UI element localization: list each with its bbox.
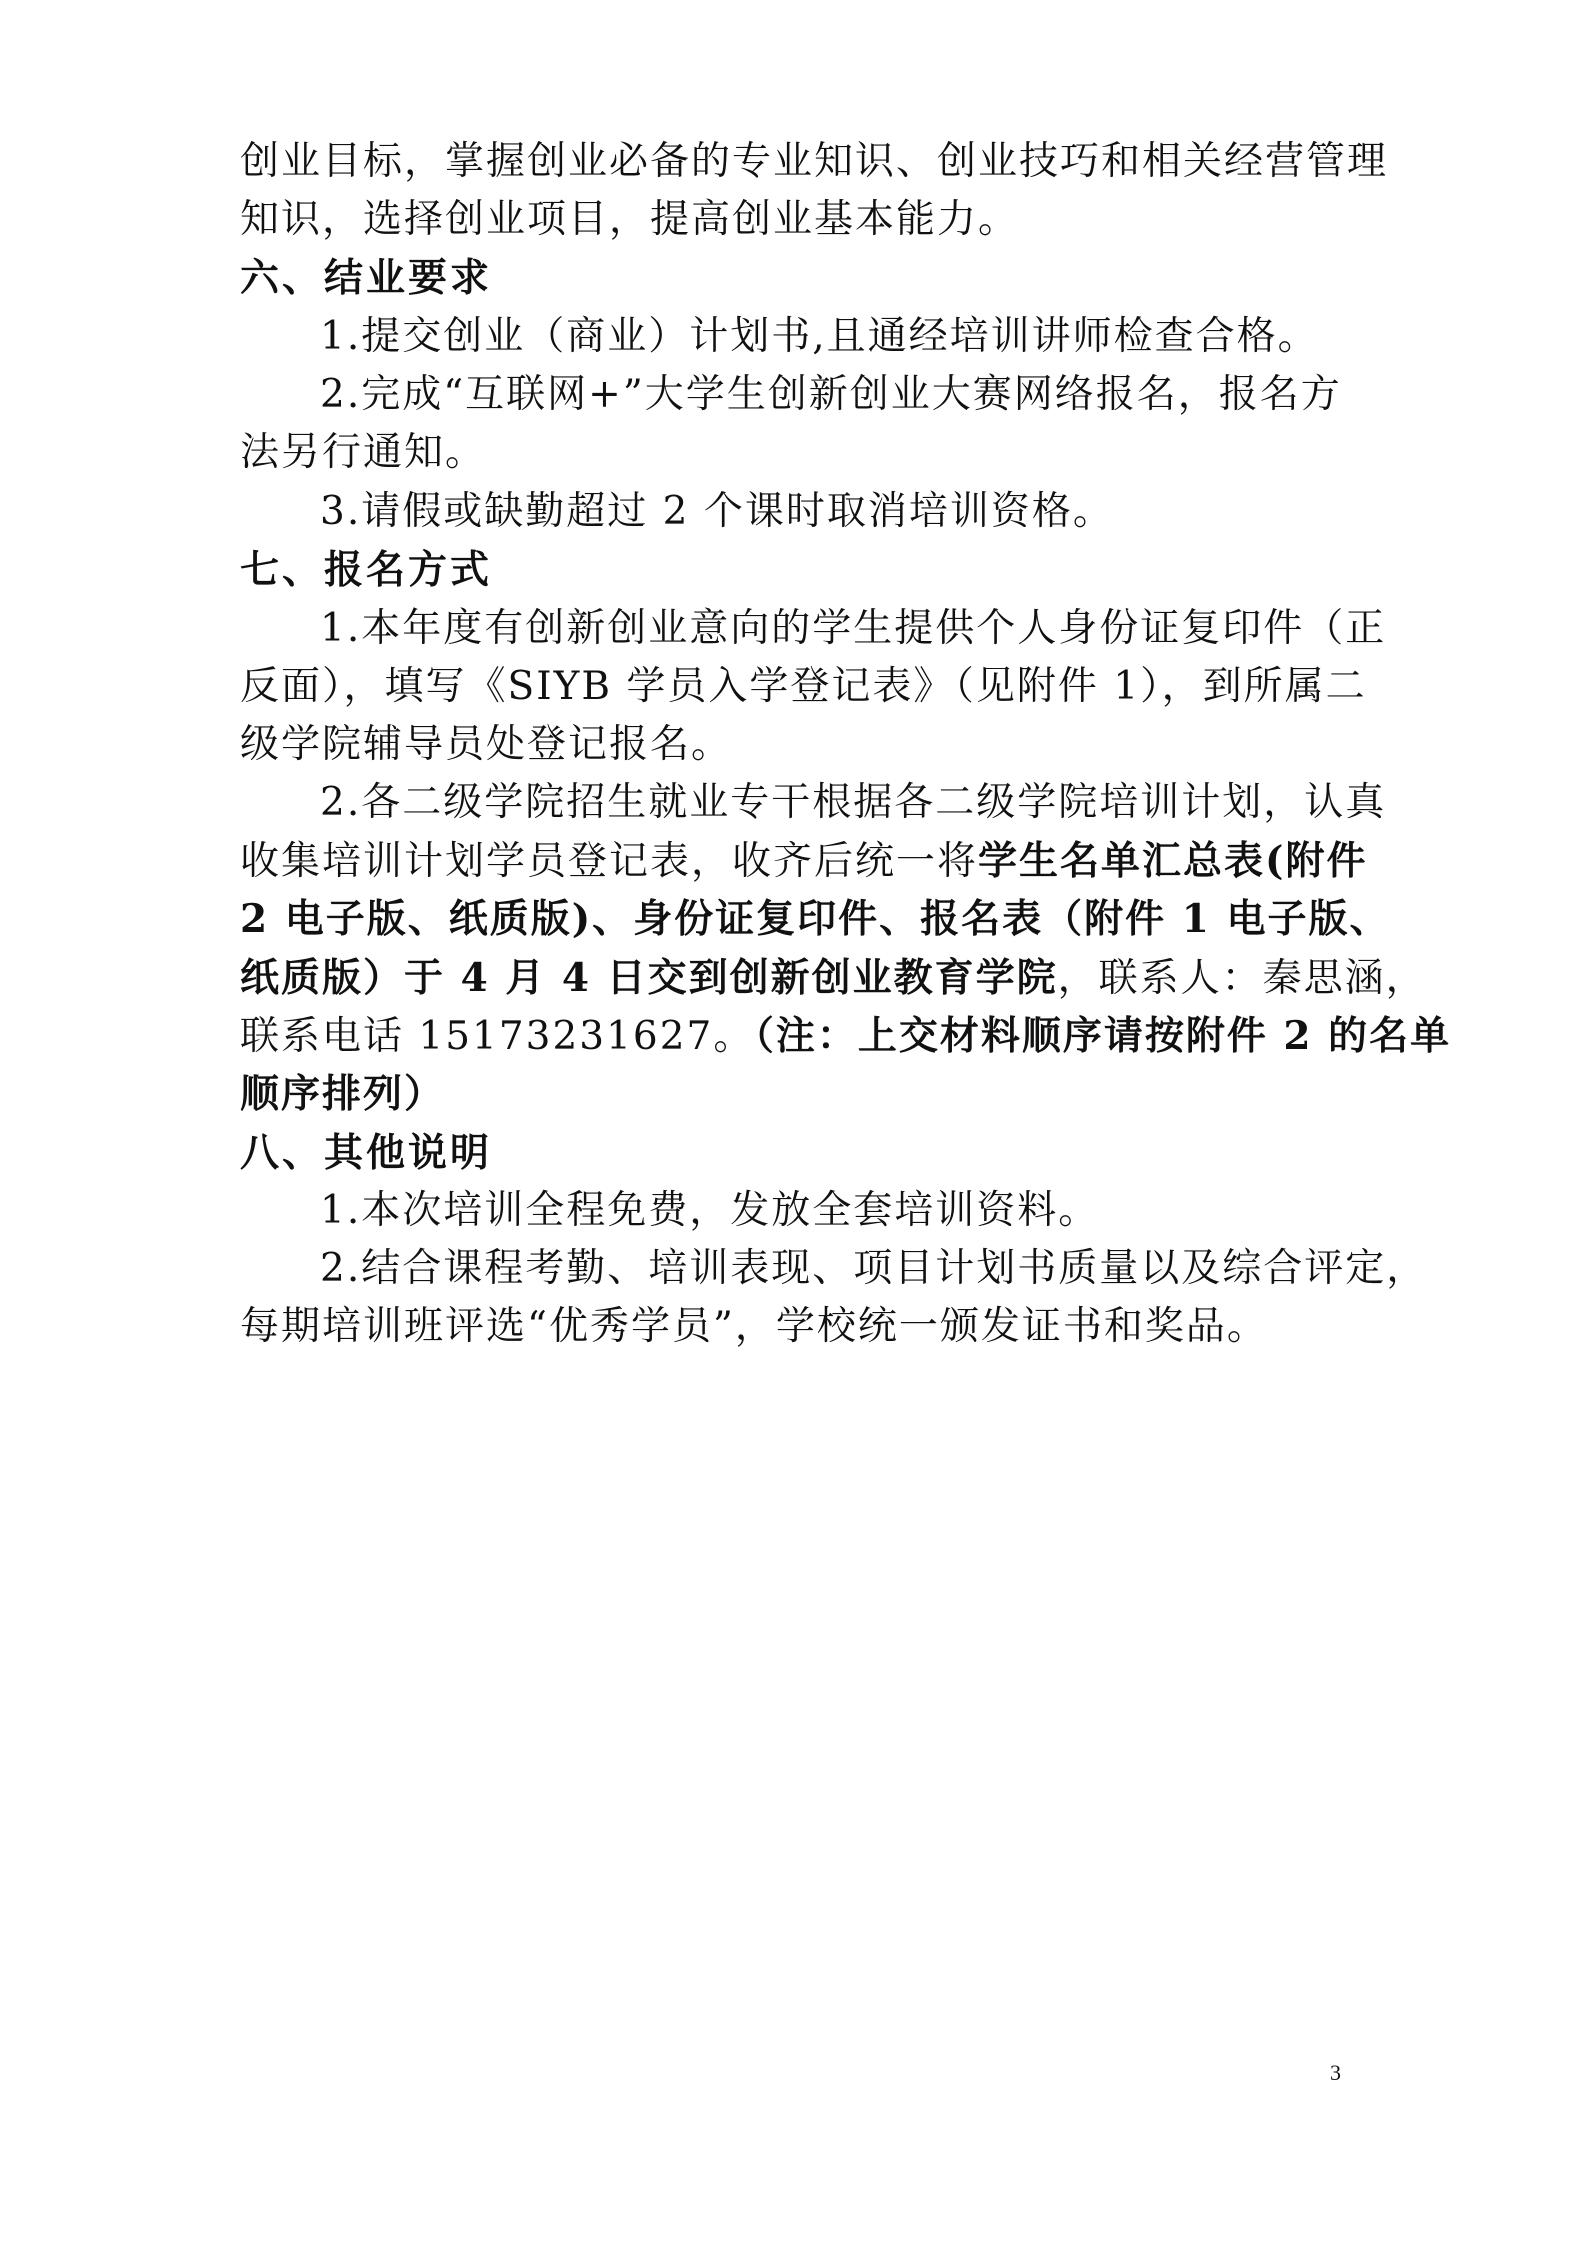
section-heading-8: 八、其他说明	[240, 1130, 493, 1176]
list-item-continuation: 级学院辅导员处登记报名。	[240, 722, 733, 767]
list-item-continuation: 法另行通知。	[240, 430, 487, 475]
list-item: 1.提交创业（商业）计划书,且通经培训讲师检查合格。	[320, 314, 1319, 359]
list-item: 2.各二级学院招生就业专干根据各二级学院培训计划，认真	[320, 780, 1387, 825]
list-item-continuation	[240, 1011, 1451, 1062]
list-item: 1.本年度有创新创业意向的学生提供个人身份证复印件（正	[320, 606, 1387, 651]
list-item: 2.完成“互联网+”大学生创新创业大赛网络报名，报名方	[320, 372, 1342, 417]
text-run: 收集培训计划学员登记表，收齐后统一将	[240, 839, 979, 884]
bold-text-run: 创新创业教育学院	[729, 955, 1058, 1001]
section-heading-6: 六、结业要求	[240, 255, 493, 301]
page-number: 3	[1330, 2060, 1341, 2085]
text-run: 联系电话 15173231627。	[240, 1014, 755, 1059]
list-item: 3.请假或缺勤超过 2 个课时取消培训资格。	[320, 489, 1114, 534]
text-run: ，联系人：秦思涵，	[1057, 956, 1427, 1001]
section-heading-7: 七、报名方式	[240, 547, 493, 593]
list-item-continuation	[240, 836, 1367, 887]
list-item-continuation	[240, 953, 1427, 1004]
list-item-continuation: 反面），填写《SIYB 学员入学登记表》（见附件 1），到所属二	[240, 664, 1367, 709]
list-item-continuation: 顺序排列）	[240, 1071, 446, 1117]
bold-text-run: 纸质版）于 4 月 4 日交到	[240, 955, 730, 1001]
list-item-continuation: 2 电子版、纸质版)、身份证复印件、报名表（附件 1 电子版、	[240, 896, 1391, 942]
paragraph-line: 创业目标，掌握创业必备的专业知识、创业技巧和相关经营管理	[240, 139, 1389, 184]
list-item-continuation: 每期培训班评选“优秀学员”，学校统一颁发证书和奖品。	[240, 1304, 1268, 1349]
list-item: 2.结合课程考勤、培训表现、项目计划书质量以及综合评定，	[320, 1246, 1428, 1291]
bold-text-run: 学生名单汇总表(附件	[978, 838, 1368, 884]
list-item: 1.本次培训全程免费，发放全套培训资料。	[320, 1188, 1100, 1233]
paragraph-line: 知识，选择创业项目，提高创业基本能力。	[240, 197, 1020, 242]
bold-text-run: （注：上交材料顺序请按附件 2 的名单	[754, 1013, 1452, 1059]
